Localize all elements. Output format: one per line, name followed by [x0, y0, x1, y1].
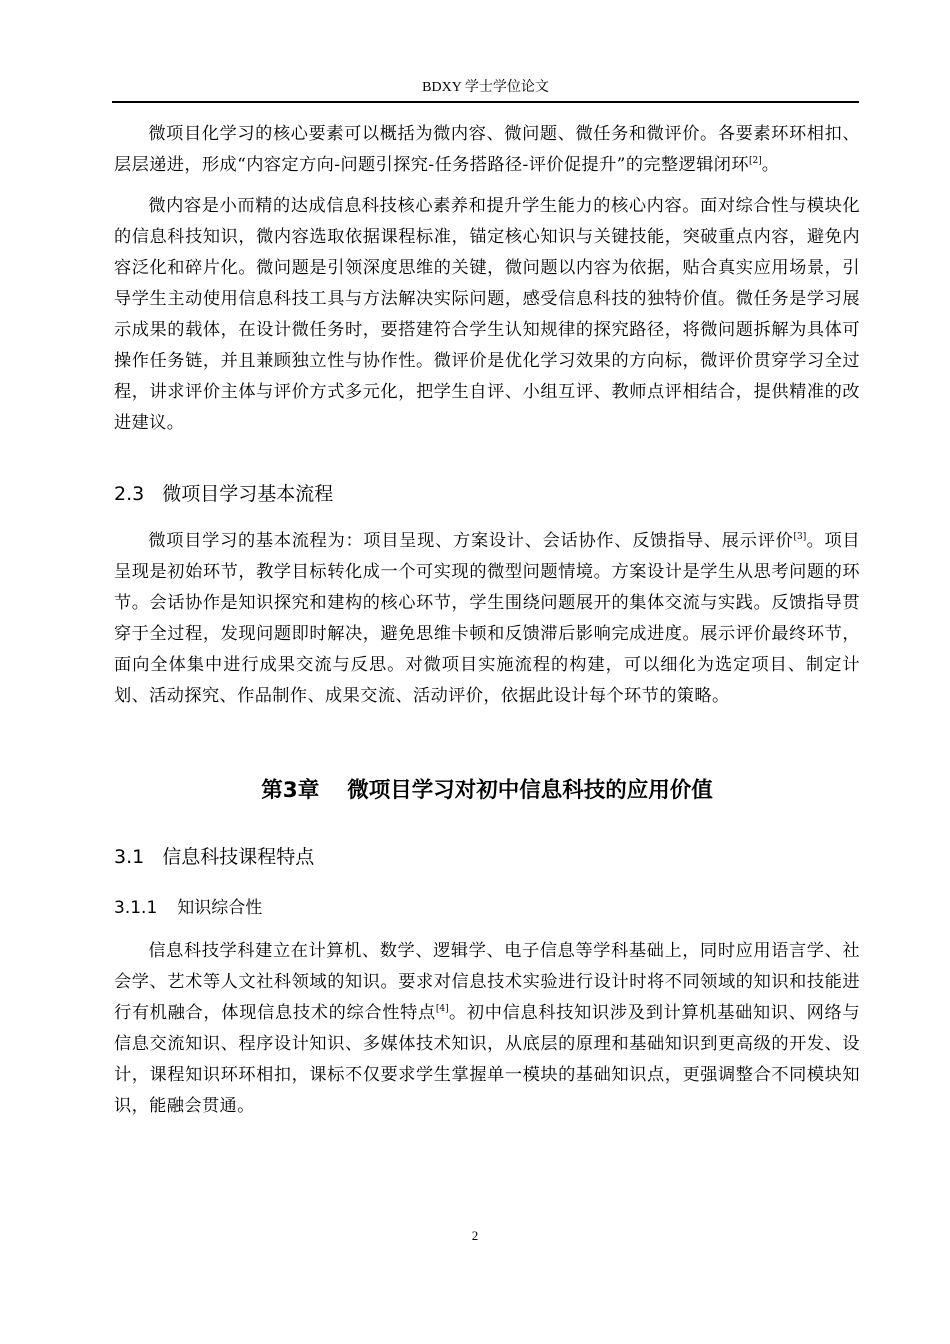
chapter-number: 第3章 [261, 778, 320, 803]
paragraph-text: 信息科技学科建立在计算机、数学、逻辑学、电子信息等学科基础上，同时应用语言学、社会学、艺术等人文社科领域的知识。要求对信息技术实验进行设计时将不同领域的知识和技能进行有机融合，体现信息技术的综合性特点 [114, 941, 860, 1023]
header-divider [112, 101, 859, 103]
citation: [3] [793, 532, 807, 542]
paragraph-knowledge-integration [114, 936, 860, 1122]
page-body [114, 119, 860, 1122]
paragraph-text: 微项目学习的基本流程为：项目呈现、方案设计、会话协作、反馈指导、展示评价 [148, 531, 794, 551]
subsection-number: 3.1.1 [114, 898, 158, 918]
chapter-heading [114, 774, 860, 808]
section-title: 信息科技课程特点 [162, 846, 315, 868]
section-heading-3-1 [114, 842, 860, 872]
chapter-title: 微项目学习对初中信息科技的应用价值 [347, 778, 713, 803]
paragraph-basic-process [114, 526, 860, 712]
page-number: 2 [471, 1228, 479, 1243]
section-heading-2-3 [114, 479, 860, 509]
paragraph-text: 。初中信息科技知识涉及到计算机基础知识、网络与信息交流知识、程序设计知识、多媒体技术知识，从底层的原理和基础知识到更高级的开发、设计，课程知识环环相扣，课标不仅要求学生掌握单一模块的基础知识点，更强调整合不同模块知识，能融会贯通。 [114, 1003, 861, 1116]
paragraph-text: 。 [761, 155, 780, 175]
paragraph-micro-content: 微内容是小而精的达成信息科技核心素养和提升学生能力的核心内容。面对综合性与模块化的信息科技知识，微内容选取依据课程标准，锚定核心知识与关键技能，突破重点内容，避免内容泛化和碎片化。微问题是引领深度思维的关键，微问题以内容为依据，贴合真实应用场景，引导学生主动使用信息科技工具与方法解决实际问题，感受信息科技的独特价值。微任务是学习展示成果的载体，在设计微任务时，要搭建符合学生认知规律的探究路径，将微问题拆解为具体可操作任务链，并且兼顾独立性与协作性。微评价是优化学习效果的方向标，微评价贯穿学习全过程，讲求评价主体与评价方式多元化，把学生自评、小组互评、教师点评相结合，提供精准的改进建议。 [114, 196, 860, 433]
paragraph-text: 微项目化学习的核心要素可以概括为微内容、微问题、微任务和微评价。各要素环环相扣、层层递进，形成“内容定方向-问题引探究-任务搭路径-评价促提升”的完整逻辑闭环 [114, 124, 860, 175]
section-title: 微项目学习基本流程 [162, 483, 334, 505]
subsection-title: 知识综合性 [177, 898, 263, 918]
paragraph-text: 。项目呈现是初始环节，教学目标转化成一个可实现的微型问题情境。方案设计是学生从思考问题的环节。会话协作是知识探究和建构的核心环节，学生围绕问题展开的集体交流与实践。反馈指导贯穿于全过程，发现问题即时解决，避免思维卡顿和反馈滞后影响完成进度。展示评价最终环节，面向全体集中进行成果交流与反思。对微项目实施流程的构建，可以细化为选定项目、制定计划、活动探究、作品制作、成果交流、活动评价，依据此设计每个环节的策略。 [114, 531, 861, 706]
running-header: BDXY 学士学位论文 [422, 80, 549, 95]
subsection-heading-3-1-1 [114, 893, 860, 923]
section-number: 3.1 [114, 846, 145, 868]
citation: [4] [435, 1004, 449, 1014]
paragraph-core-elements [114, 119, 860, 181]
citation: [2] [748, 156, 762, 166]
section-number: 2.3 [114, 483, 145, 505]
